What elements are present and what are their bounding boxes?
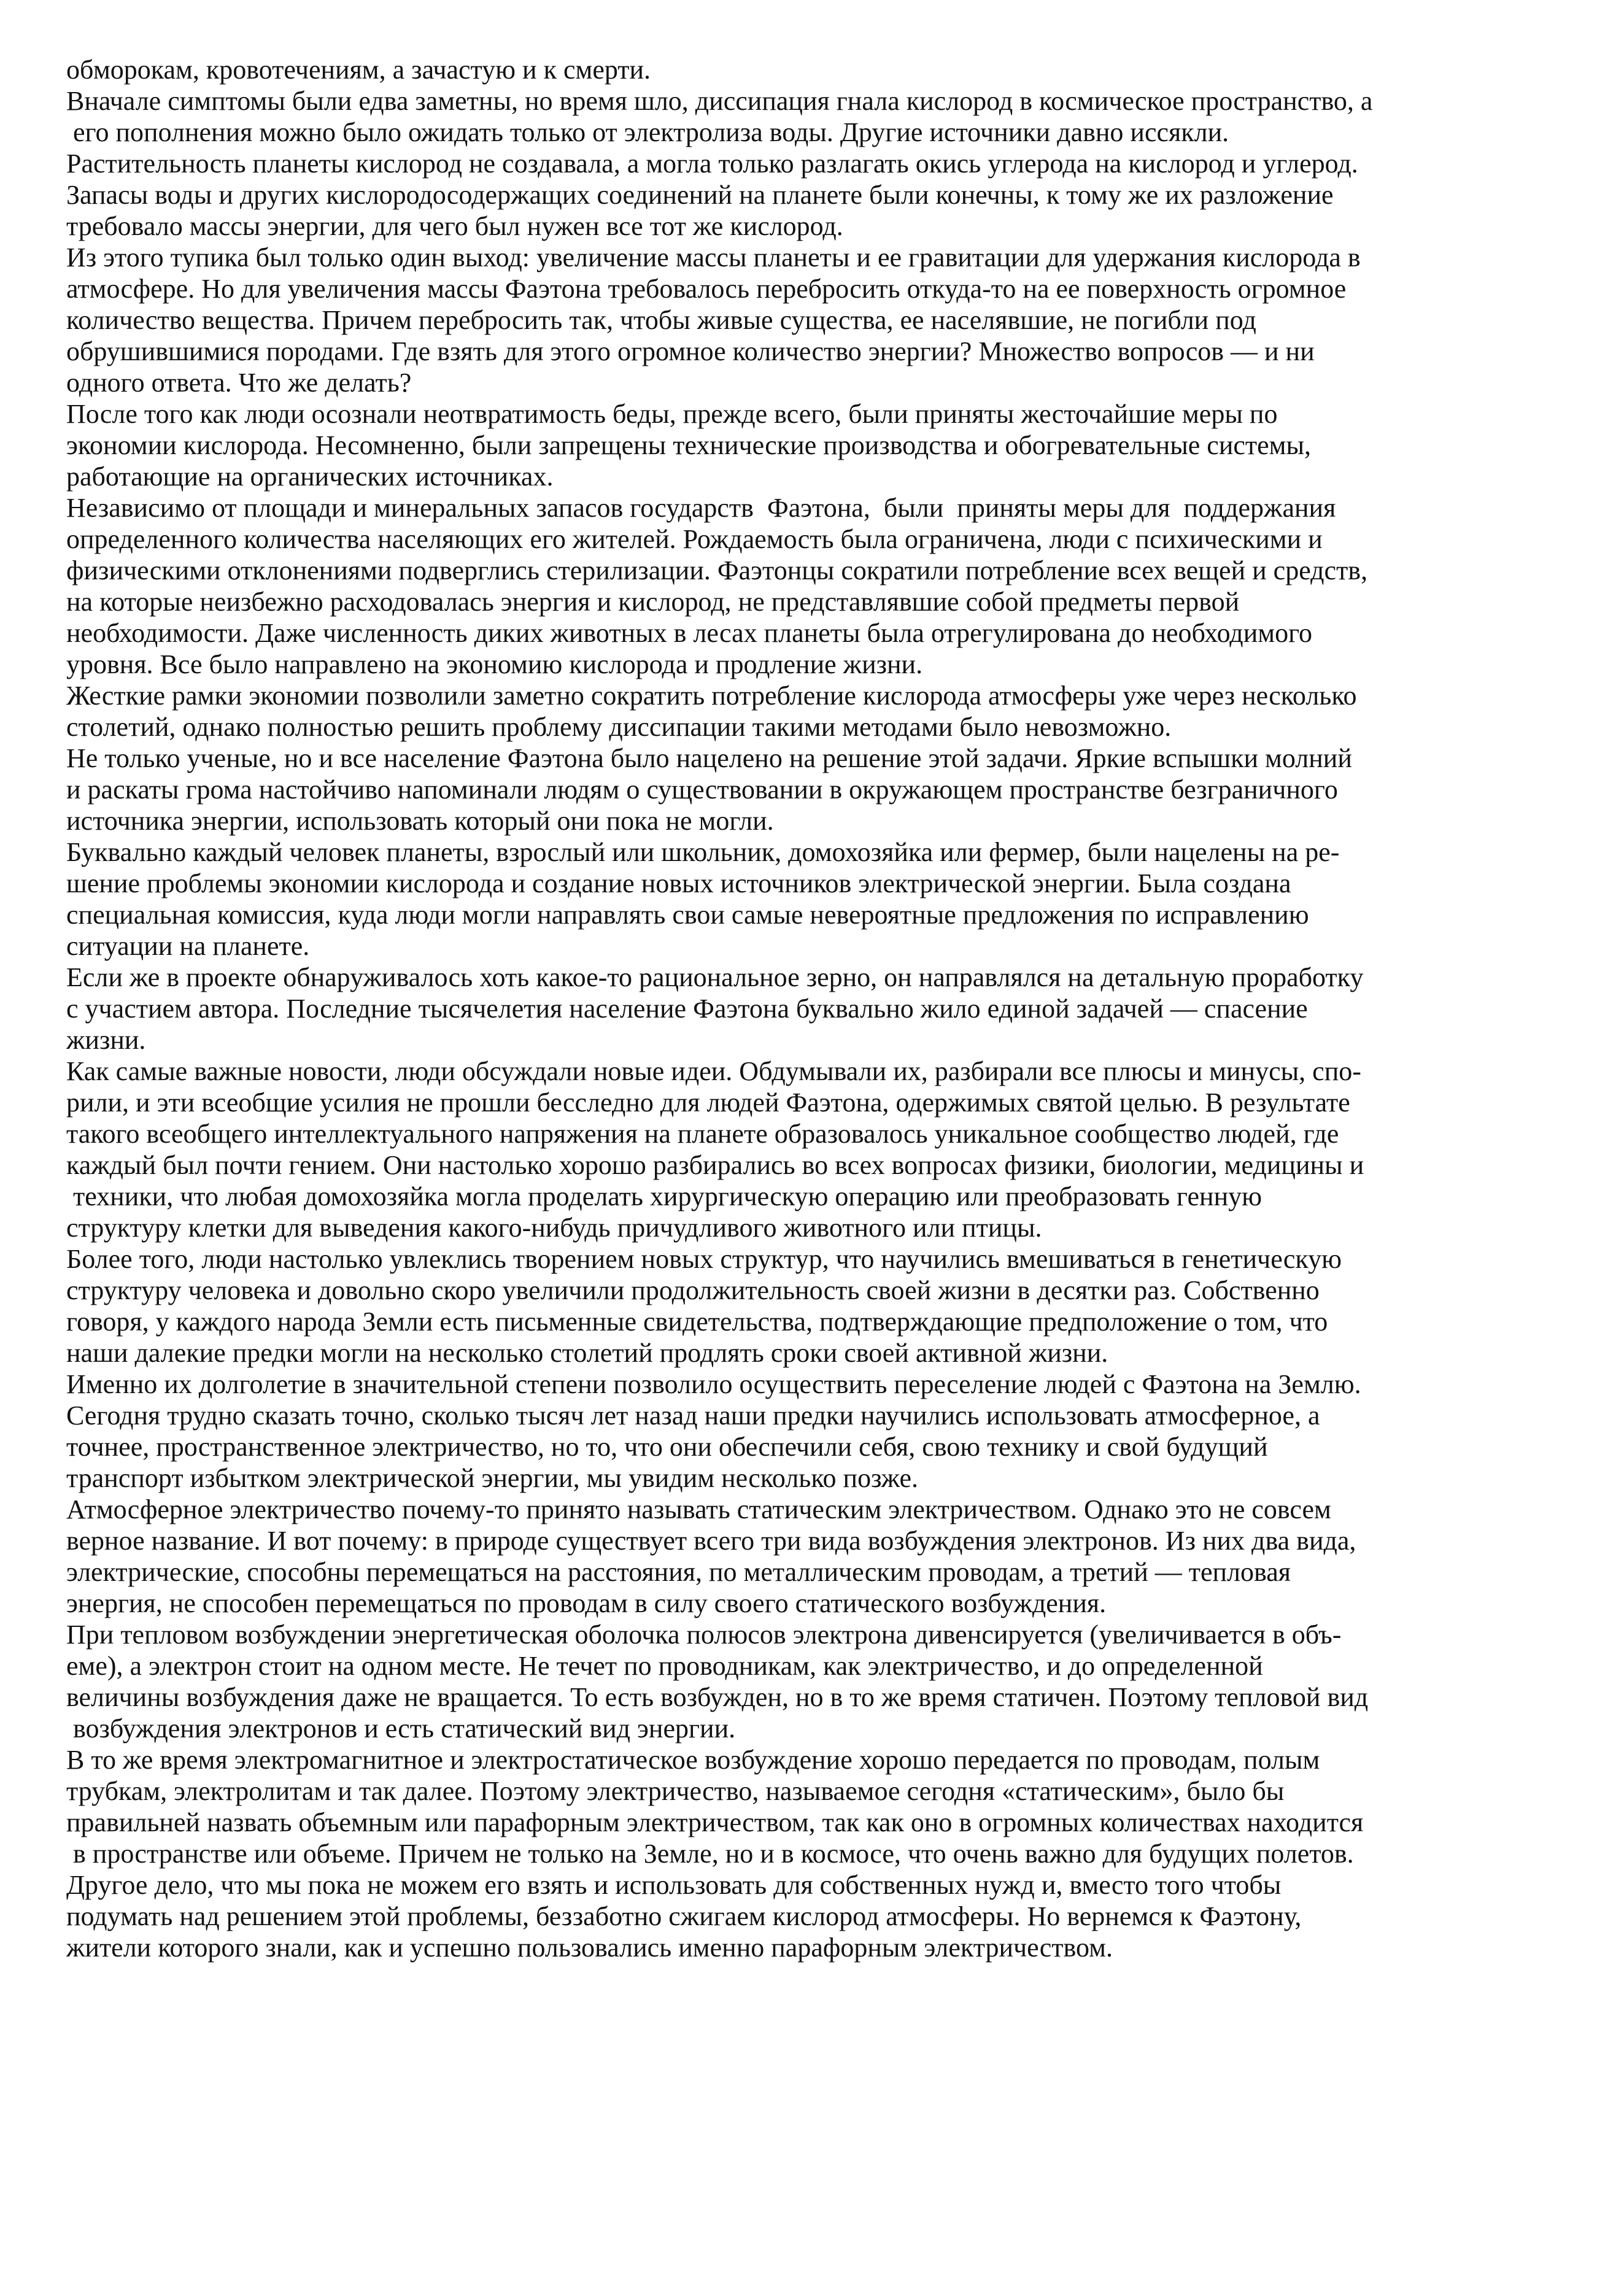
text-line: Жесткие рамки экономии позволили заметно сократить потребление кислорода атмосферы уже через несколько xyxy=(66,681,1357,711)
text-line: экономии кислорода. Несомненно, были запрещены технические производства и обогревательные системы, xyxy=(66,430,1312,460)
text-line: Запасы воды и других кислородосодержащих соединений на планете были конечны, к тому же их разложение xyxy=(66,180,1334,210)
text-line: Из этого тупика был только один выход: увеличение массы планеты и ее гравитации для удержания кислорода в xyxy=(66,242,1361,272)
text-line: правильней назвать объемным или парафорным электричеством, так как оно в огромных количествах находится xyxy=(66,1807,1364,1837)
text-line: Другое дело, что мы пока не можем его взять и использовать для собственных нужд и, вместо того чтобы xyxy=(66,1870,1282,1900)
text-line: Если же в проекте обнаруживалось хоть какое-то рациональное зерно, он направлялся на детальную проработку xyxy=(66,962,1364,992)
text-line: и раскаты грома настойчиво напоминали людям о существовании в окружающем пространстве безграничного xyxy=(66,774,1338,805)
text-line: Независимо от площади и минеральных запасов государств Фаэтона, были приняты меры для поддержания xyxy=(66,493,1336,523)
text-line: определенного количества населяющих его жителей. Рождаемость была ограничена, люди с психическими и xyxy=(66,524,1323,554)
text-line: техники, что любая домохозяйка могла проделать хирургическую операцию или преобразовать генную xyxy=(66,1181,1262,1211)
text-line: Не только ученые, но и все население Фаэтона было нацелено на решение этой задачи. Яркие вспышки молний xyxy=(66,743,1352,773)
text-line: структуру человека и довольно скоро увеличили продолжительность своей жизни в десятки раз. Собственно xyxy=(66,1275,1320,1305)
text-line: наши далекие предки могли на несколько столетий продлять сроки своей активной жизни. xyxy=(66,1338,1108,1368)
text-line: подумать над решением этой проблемы, беззаботно сжигаем кислород атмосферы. Но вернемся к Фаэтону, xyxy=(66,1901,1302,1931)
text-line: физическими отклонениями подверглись стерилизации. Фаэтонцы сократили потребление всех вещей и средств, xyxy=(66,555,1368,585)
text-body xyxy=(66,54,1564,1963)
text-line: ситуации на планете. xyxy=(66,931,310,961)
text-line: еме), а электрон стоит на одном месте. Не течет по проводникам, как электричество, и до определенной xyxy=(66,1651,1263,1681)
text-line: величины возбуждения даже не вращается. То есть возбужден, но в то же время статичен. Поэтому тепловой вид xyxy=(66,1682,1369,1712)
text-line: Более того, люди настолько увлеклись творением новых структур, что научились вмешиваться в генетическую xyxy=(66,1244,1342,1274)
text-line: такого всеобщего интеллектуального напряжения на планете образовалось уникальное сообщество людей, где xyxy=(66,1119,1339,1149)
text-line: Атмосферное электричество почему-то принято называть статическим электричеством. Однако это не совсем xyxy=(66,1494,1331,1524)
text-line: Как самые важные новости, люди обсуждали новые идеи. Обдумывали их, разбирали все плюсы и минусы, спо- xyxy=(66,1056,1361,1086)
text-line: на которые неизбежно расходовалась энергия и кислород, не представлявшие собой предметы первой xyxy=(66,587,1240,617)
text-line: В то же время электромагнитное и электростатическое возбуждение хорошо передается по проводам, полым xyxy=(66,1745,1320,1775)
text-line: специальная комиссия, куда люди могли направлять свои самые невероятные предложения по исправлению xyxy=(66,900,1309,930)
text-line: говоря, у каждого народа Земли есть письменные свидетельства, подтверждающие предположение о том, что xyxy=(66,1307,1328,1337)
text-line: транспорт избытком электрической энергии, мы увидим несколько позже. xyxy=(66,1463,918,1493)
text-line: Вначале симптомы были едва заметны, но время шло, диссипация гнала кислород в космическое пространство, а xyxy=(66,86,1373,116)
text-line: обморокам, кровотечениям, а зачастую и к смерти. xyxy=(66,55,651,85)
text-line: обрушившимися породами. Где взять для этого огромное количество энергии? Множество вопросов — и ни xyxy=(66,336,1315,366)
text-line: верное название. И вот почему: в природе существует всего три вида возбуждения электронов. Из них два вида, xyxy=(66,1526,1356,1556)
text-line: трубкам, электролитам и так далее. Поэтому электричество, называемое сегодня «статическим», было бы xyxy=(66,1776,1285,1806)
text-line: структуру клетки для выведения какого-нибудь причудливого животного или птицы. xyxy=(66,1213,1042,1243)
document-page xyxy=(66,54,1564,2263)
text-line: с участием автора. Последние тысячелетия население Фаэтона буквально жило единой задачей — спасение xyxy=(66,994,1308,1024)
text-line: шение проблемы экономии кислорода и создание новых источников электрической энергии. Была создана xyxy=(66,868,1291,898)
text-line: При тепловом возбуждении энергетическая оболочка полюсов электрона дивенсируется (увеличивается в объ- xyxy=(66,1620,1342,1650)
text-line: электрические, способны перемещаться на расстояния, по металлическим проводам, а третий — тепловая xyxy=(66,1557,1291,1587)
text-line: После того как люди осознали неотвратимость беды, прежде всего, были приняты жесточайшие меры по xyxy=(66,399,1278,429)
text-line: Растительность планеты кислород не создавала, а могла только разлагать окись углерода на кислород и углерод. xyxy=(66,149,1358,179)
text-line: энергия, не способен перемещаться по проводам в силу своего статического возбуждения. xyxy=(66,1588,1107,1618)
text-line: количество вещества. Причем перебросить так, чтобы живые существа, ее населявшие, не погибли под xyxy=(66,305,1256,335)
text-line: точнее, пространственное электричество, но то, что они обеспечили себя, свою технику и свой будущий xyxy=(66,1432,1268,1462)
text-line: рили, и эти всеобщие усилия не прошли бесследно для людей Фаэтона, одержимых святой целью. В результате xyxy=(66,1087,1350,1118)
text-line: возбуждения электронов и есть статический вид энергии. xyxy=(66,1713,736,1744)
text-line: одного ответа. Что же делать? xyxy=(66,368,412,398)
text-line: его пополнения можно было ожидать только от электролиза воды. Другие источники давно иссякли. xyxy=(66,117,1229,147)
text-line: жители которого знали, как и успешно пользовались именно парафорным электричеством. xyxy=(66,1933,1113,1963)
text-line: Именно их долголетие в значительной степени позволило осуществить переселение людей с Фаэтона на Землю. xyxy=(66,1369,1361,1399)
text-line: каждый был почти гением. Они настолько хорошо разбирались во всех вопросах физики, биологии, медицины и xyxy=(66,1150,1364,1180)
text-line: работающие на органических источниках. xyxy=(66,462,554,492)
text-line: уровня. Все было направлено на экономию кислорода и продление жизни. xyxy=(66,649,923,679)
text-line: в пространстве или объеме. Причем не только на Земле, но и в космосе, что очень важно для будущих полетов. xyxy=(66,1839,1354,1869)
text-line: необходимости. Даже численность диких животных в лесах планеты была отрегулирована до необходимого xyxy=(66,618,1313,648)
text-line: столетий, однако полностью решить проблему диссипации такими методами было невозможно. xyxy=(66,712,1172,742)
text-line: требовало массы энергии, для чего был нужен все тот же кислород. xyxy=(66,211,843,241)
text-line: Буквально каждый человек планеты, взрослый или школьник, домохозяйка или фермер, были нацелены на ре- xyxy=(66,837,1340,867)
text-line: Сегодня трудно сказать точно, сколько тысяч лет назад наши предки научились использовать атмосферное, а xyxy=(66,1400,1320,1431)
text-line: атмосфере. Но для увеличения массы Фаэтона требовалось перебросить откуда-то на ее поверхность огромное xyxy=(66,274,1347,304)
text-line: жизни. xyxy=(66,1025,146,1055)
text-line: источника энергии, использовать который они пока не могли. xyxy=(66,806,774,836)
